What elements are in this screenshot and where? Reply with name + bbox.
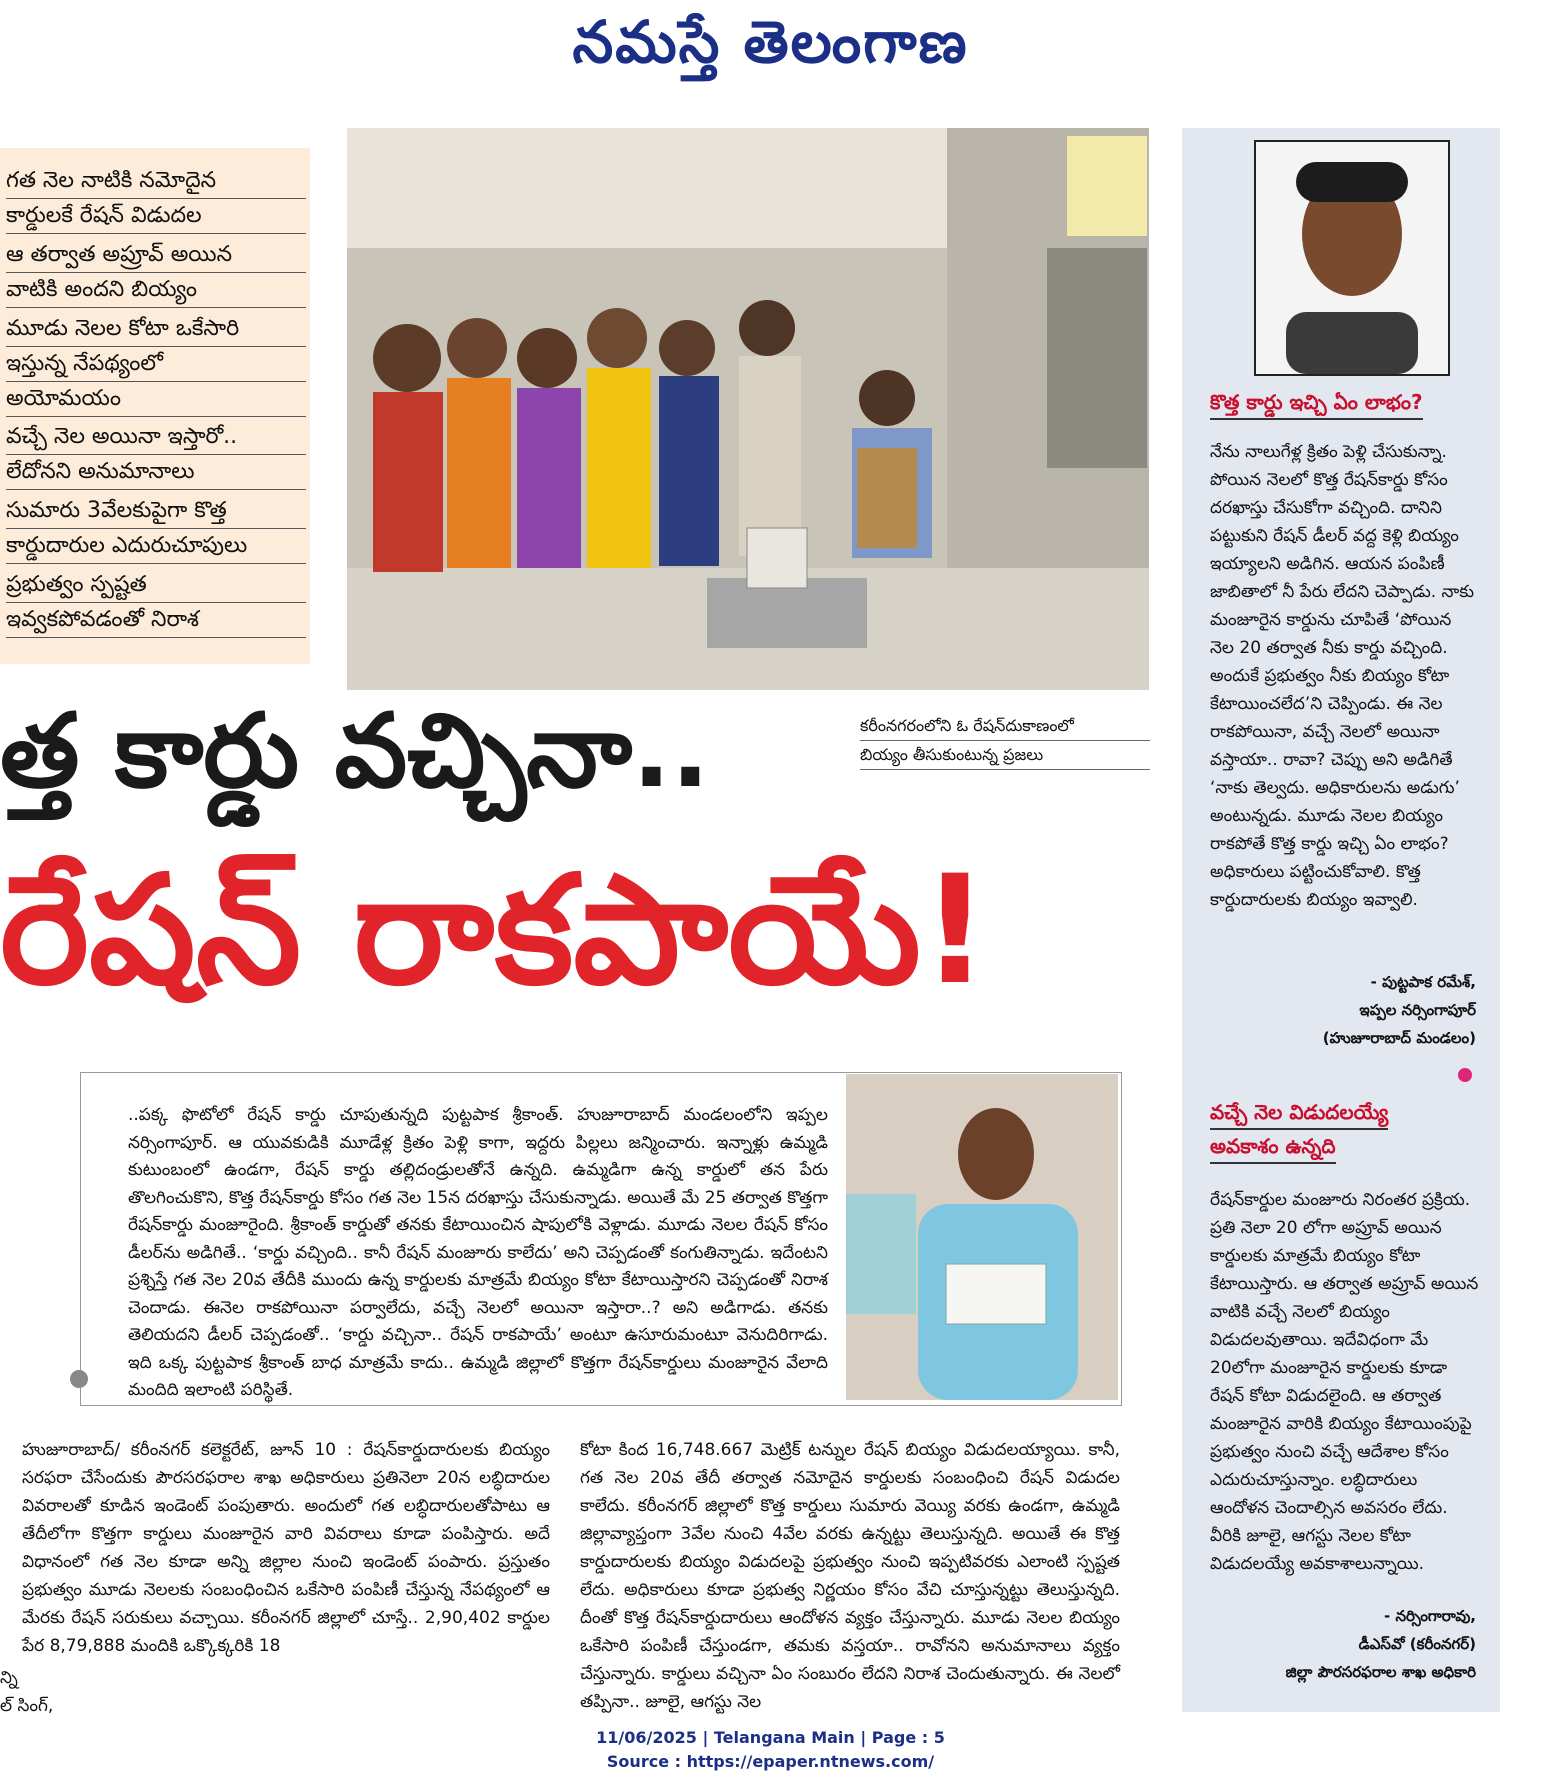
sidebar-quote-2: రేషన్‌కార్డుల మంజూరు నిరంతర ప్రక్రియ. ప్రతి నెలా 20 లోగా అప్రూవ్‌ అయిన కార్డులకు మాత్రమే బియ్యం కోటా కేటాయిస్తారు. ఆ తర్వాత అప్రూవ్‌ అయిన వాటికి వచ్చే నెలలో బియ్యం విడుదలవుతాయి. ఇదేవిధంగా మే 20లోగా మంజూరైన కార్డులకు కూడా రేషన్‌ కోటా విడుదలైంది. ఆ తర్వాత మంజూరైన వారికి బియ్యం కేటాయింపుపై ప్రభుత్వం నుంచి వచ్చే ఆదేశాల కోసం ఎదురుచూస్తున్నాం. లబ్ధిదారులు ఆందోళన చెందాల్సిన అవసరం లేదు. వీరికి జూలై, ఆగస్టు నెలల కోటా విడుదలయ్యే అవకాశాలున్నాయి.: [1210, 1190, 1479, 1574]
highlight-item: మూడు నెలల కోటా ఒకేసారి ఇస్తున్న నేపథ్యంలో అయోమయం: [6, 312, 306, 417]
sidebar-signature-2: - నర్సింగారావు, డీఎస్‌వో (కరీంనగర్‌) జిల్లా పౌరసరఫరాల శాఖ అధికారి: [1285, 1607, 1476, 1681]
masthead-title: నమస్తే తెలంగాణ: [572, 8, 969, 76]
headline-line2: రేషన్‌ రాకపాయే!: [0, 844, 990, 1018]
sidebar-signature-1: - పుట్టపాక రమేశ్‌, ఇప్పల నర్సింగాపూర్‌ (హుజూరాబాద్‌ మండలం): [1322, 973, 1476, 1047]
portrait-illustration: [1256, 142, 1448, 374]
separator-dot: [1458, 1068, 1472, 1082]
headline-line1: త్త కార్డు వచ్చినా..: [0, 692, 710, 811]
photo-caption: కరీంనగరంలోని ఓ రేషన్‌దుకాణంలో బియ్యం తీసుకుంటున్న ప్రజలు: [860, 712, 1150, 770]
sidebar-heading-1: కొత్త కార్డు ఇచ్చి ఏం లాభం?: [1210, 386, 1480, 420]
portrait-photo: [1254, 140, 1450, 376]
article-column-1: హుజూరాబాద్‌/ కరీంనగర్‌ కలెక్టరేట్‌, జూన్‌ 10 : రేషన్‌కార్డుదారులకు బియ్యం సరఫరా చేసేందుకు పౌరసరఫరాల శాఖ అధికారులు ప్రతినెలా 20న లబ్ధిదారుల వివరాలతో కూడిన ఇండెంట్‌ పంపుతారు. అందులో గత లబ్ధిదారులతోపాటు ఆ తేదీలోగా కొత్తగా కార్డులు మంజూరైన వారి వివరాలు కూడా పంపిస్తారు. అదే విధానంలో గత నెల కూడా అన్ని జిల్లాల నుంచి ఇండెంట్‌ పంపారు. ప్రస్తుతం ప్రభుత్వం మూడు నెలలకు సంబంధించిన ఒకేసారి పంపిణీ చేస్తున్న నేపథ్యంలో ఆ మేరకు రేషన్‌ సరుకులు వచ్చాయి. కరీంనగర్‌ జిల్లాలో చూస్తే.. 2,90,402 కార్డుల పేర 8,79,888 మందికి ఒక్కొక్కరికి 18: [22, 1440, 550, 1656]
ration-shop-photo: [347, 128, 1149, 690]
highlight-item: గత నెల నాటికి నమోదైన కార్డులకే రేషన్‌ విడుదల: [6, 164, 306, 234]
highlight-item: ప్రభుత్వం స్పష్టత ఇవ్వకపోవడంతో నిరాశ: [6, 568, 306, 638]
card-holder-illustration: [846, 1074, 1118, 1400]
story-box-dot: [70, 1370, 88, 1388]
ration-shop-photo-illustration: [347, 128, 1149, 690]
highlight-item: సుమారు 3వేలకుపైగా కొత్త కార్డుదారుల ఎదురుచూపులు: [6, 494, 306, 564]
highlight-item: ఆ తర్వాత అప్రూవ్‌ అయిన వాటికి అందని బియ్యం: [6, 238, 306, 308]
left-edge-fragment: న్ని ల్‌ సింగ్‌,: [0, 1668, 54, 1716]
highlights-box: [0, 148, 310, 664]
sidebar-heading-2: వచ్చే నెల విడుదలయ్యే అవకాశం ఉన్నది: [1210, 1096, 1480, 1164]
page-footer: 11/06/2025 | Telangana Main | Page : 5 Source : https://epaper.ntnews.com/: [596, 1728, 945, 1771]
story-box-text: ..పక్క ఫొటోలో రేషన్‌ కార్డు చూపుతున్నది పుట్టపాక శ్రీకాంత్‌. హుజూరాబాద్‌ మండలంలోని ఇప్పల నర్సింగాపూర్‌. ఆ యువకుడికి మూడేళ్ల క్రితం పెళ్లి కాగా, ఇద్దరు పిల్లలు జన్మించారు. ఇన్నాళ్లు ఉమ్మడి కుటుంబంలో ఉండగా, రేషన్‌ కార్డు తల్లిదండ్రులతోనే ఉన్నది. ఉమ్మడిగా ఉన్న కార్డులో తన పేరు తొలగించుకొని, కొత్త రేషన్‌కార్డు కోసం గత నెల 15న దరఖాస్తు చేసుకున్నాడు. అయితే మే 25 తర్వాత కొత్తగా రేషన్‌కార్డు మంజూరైంది. శ్రీకాంత్‌ కార్డుతో తనకు కేటాయించిన షాపులోకి వెళ్లాడు. మూడు నెలల రేషన్‌ కోసం డీలర్‌ను అడిగితే.. ‘కార్డు వచ్చింది.. కానీ రేషన్‌ మంజూరు కాలేదు’ అని చెప్పడంతో కంగుతిన్నాడు. ఇదేంటని ప్రశ్నిస్తే గత నెల 20వ తేదీకి ముందు ఉన్న కార్డులకు మాత్రమే బియ్యం కోటా కేటాయిస్తారని చెప్పడంతో నిరాశ చెందాడు. ఈనెల రాకపోయినా పర్వాలేదు, వచ్చే నెలలో అయినా ఇస్తారా..? అని అడిగాడు. తనకు తెలియదని డీలర్‌ చెప్పడంతో.. ‘కార్డు వచ్చినా.. రేషన్‌ రాకపాయే’ అంటూ ఉసూరుమంటూ వెనుదిరిగాడు. ఇది ఒక్క పుట్టపాక శ్రీకాంత్‌ బాధ మాత్రమే కాదు.. ఉమ్మడి జిల్లాలో కొత్తగా రేషన్‌కార్డులు మంజూరైన వేలాది మందిది ఇలాంటి పరిస్థితే.: [128, 1105, 829, 1400]
article-column-2: కోటా కింద 16,748.667 మెట్రిక్‌ టన్నుల రేషన్‌ బియ్యం విడుదలయ్యాయి. కానీ, గత నెల 20వ తేదీ తర్వాత నమోదైన కార్డులకు సంబంధించి రేషన్‌ విడుదల కాలేదు. కరీంనగర్‌ జిల్లాలో కొత్త కార్డులు సుమారు వెయ్యి వరకు ఉండగా, ఉమ్మడి జిల్లావ్యాప్తంగా 3వేల నుంచి 4వేల వరకు ఉన్నట్టు తెలుస్తున్నది. అయితే ఈ కొత్త కార్డుదారులకు బియ్యం విడుదలపై ప్రభుత్వం నుంచి ఇప్పటివరకు ఎలాంటి స్పష్టత లేదు. అధికారులు కూడా ప్రభుత్వ నిర్ణయం కోసం వేచి చూస్తున్నట్టు తెలుస్తున్నది. దీంతో కొత్త రేషన్‌కార్డుదారులు ఆందోళన వ్యక్తం చేస్తున్నారు. మూడు నెలల బియ్యం ఒకేసారి పంపిణీ చేస్తుండగా, తమకు వస్తయా.. రావోనని అనుమానాలు వ్యక్తం చేస్తున్నారు. కార్డులు వచ్చినా ఏం సంబురం లేదని నిరాశ చెందుతున్నారు. ఈ నెలలో తప్పినా.. జూలై, ఆగస్టు నెల: [580, 1440, 1120, 1712]
card-holder-photo: [846, 1074, 1118, 1400]
sidebar-quote-1: నేను నాలుగేళ్ల క్రితం పెళ్లి చేసుకున్నా. పోయిన నెలలో కొత్త రేషన్‌కార్డు కోసం దరఖాస్తు చేసుకోగా వచ్చింది. దానిని పట్టుకుని రేషన్‌ డీలర్‌ వద్ద కెళ్లి బియ్యం ఇయ్యాలని అడిగిన. ఆయన పంపిణీ జాబితాలో నీ పేరు లేదని చెప్పాడు. నాకు మంజూరైన కార్డును చూపితే ‘పోయిన నెల 20 తర్వాత నీకు కార్డు వచ్చింది. అందుకే ప్రభుత్వం నీకు బియ్యం కోటా కేటాయించలేద’ని చెప్పిండు. ఈ నెల రాకపోయినా, వచ్చే నెలలో అయినా వస్తాయా.. రావా? చెప్పు అని అడిగితే ‘నాకు తెల్వదు. అధికారులను అడుగు’ అంటున్నడు. మూడు నెలల బియ్యం రాకపోతే కొత్త కార్డు ఇచ్చి ఏం లాభం? అధికారులు పట్టించుకోవాలి. కొత్త కార్డుదారులకు బియ్యం ఇవ్వాలి.: [1210, 442, 1475, 910]
highlight-item: వచ్చే నెల అయినా ఇస్తారో.. లేదోనని అనుమానాలు: [6, 420, 306, 490]
